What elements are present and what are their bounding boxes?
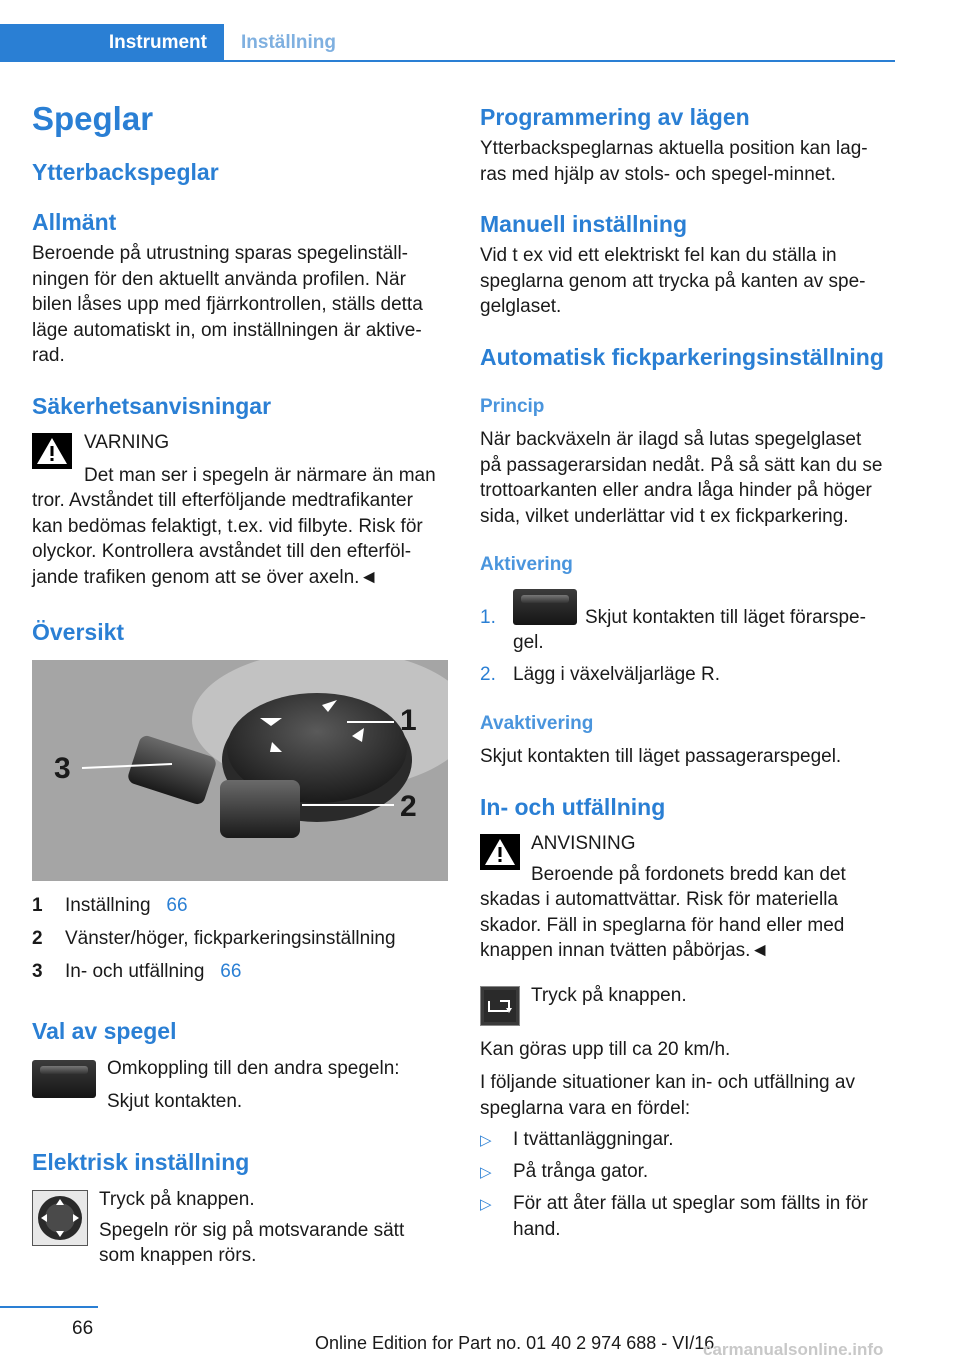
callout-1: 1 — [400, 704, 417, 737]
text-line: sida, vilket underlättar vid t ex fickparkering. — [480, 505, 849, 527]
notice-text-first: Beroende på fordonets bredd kan det — [531, 864, 846, 885]
page-number: 66 — [72, 1318, 94, 1339]
list-item — [480, 1191, 868, 1241]
legend — [32, 893, 396, 992]
text-line: speglarna genom att trycka på kanten av spe- — [480, 270, 866, 292]
bullet-triangle-icon: ▷ — [480, 1132, 492, 1149]
callout-2: 2 — [400, 790, 417, 823]
text-line: gelglaset. — [480, 296, 562, 317]
heading-val-av-spegel: Val av spegel — [32, 1018, 177, 1044]
tab-instrument-label: Instrument — [108, 32, 207, 53]
heading-aktivering: Aktivering — [480, 554, 573, 575]
electric-text-1: Tryck på knappen. — [99, 1189, 255, 1210]
text-line: speglarna vara en fördel: — [480, 1097, 691, 1119]
mirror-joystick-icon — [32, 1190, 88, 1246]
warning-text — [32, 488, 448, 590]
legend-text: Inställning — [65, 895, 151, 916]
legend-item — [32, 926, 396, 959]
step-number: 1. — [480, 607, 496, 628]
text-line: bilen låses upp med fjärrkontrollen, ställs detta — [32, 294, 423, 315]
list-item-text: I tvättanläggningar. — [513, 1129, 674, 1150]
principle-text — [480, 427, 900, 529]
list-item — [480, 1159, 649, 1191]
tab-instrument[interactable] — [0, 24, 224, 62]
press-button-text: Tryck på knappen. — [531, 985, 687, 1006]
legend-item — [32, 893, 188, 926]
text-line: knappen innan tvätten påbörjas.◄ — [480, 940, 770, 961]
fold-button-icon — [480, 986, 520, 1026]
legend-number: 3 — [32, 961, 43, 982]
mirror-switch-icon — [32, 1060, 96, 1098]
text-line: Beroende på utrustning sparas spegelinställ- — [32, 243, 409, 264]
legend-text-wrap — [65, 959, 241, 985]
heading-princip: Princip — [480, 396, 545, 417]
text-line: läge automatiskt in, om inställningen är aktive- — [32, 319, 422, 341]
text-line: När backväxeln är ilagd så lutas spegelglaset — [480, 429, 862, 450]
bullet-triangle-icon: ▷ — [480, 1196, 492, 1213]
heading-avaktivering: Avaktivering — [480, 713, 594, 734]
mirror-switch-icon — [513, 589, 577, 625]
watermark: carmanualsonline.info — [703, 1340, 884, 1359]
text-line: I följande situationer kan in- och utfällning av — [480, 1072, 855, 1093]
edition-text: Online Edition for Part no. 01 40 2 974 688 - VI/16 — [315, 1333, 715, 1353]
general-text — [32, 241, 448, 369]
notice-label: ANVISNING — [531, 833, 636, 854]
mirror-control-illustration — [32, 660, 448, 881]
list-item-text-wrap — [513, 1191, 868, 1242]
text-line: trottoarkanten eller andra låga hinder på höger — [480, 480, 872, 501]
legend-item — [32, 959, 242, 992]
list-item-text-cont: hand. — [513, 1218, 561, 1240]
page-title: Speglar — [32, 100, 154, 137]
legend-text-wrap — [65, 893, 188, 919]
text-line: ras med hjälp av stols- och spegel-minnet. — [480, 163, 836, 185]
heading-elektrisk-installning: Elektrisk inställning — [32, 1149, 250, 1175]
speed-text: Kan göras upp till ca 20 km/h. — [480, 1039, 731, 1060]
situations-text — [480, 1070, 896, 1121]
text-line: Ytterbackspeglarnas aktuella position kan lag- — [480, 138, 868, 159]
header-rule — [0, 60, 895, 62]
warning-text-first: Det man ser i spegeln är närmare än man — [84, 465, 436, 486]
heading-automatisk-fickparkering: Automatisk fickparkeringsinställning — [480, 344, 884, 370]
heading-allmant: Allmänt — [32, 209, 117, 235]
heading-in-och-utfallning: In- och utfällning — [480, 794, 666, 820]
mirror-control-photo — [32, 660, 448, 881]
step-text: Skjut kontakten till läget förarspe- — [585, 607, 866, 628]
mirror-select-text-2: Skjut kontakten. — [107, 1091, 243, 1112]
text-line: skadas i automattvättar. Risk för materiella — [480, 889, 838, 910]
legend-number: 1 — [32, 895, 43, 916]
text-line: jande trafiken genom att se över axeln.◄ — [32, 566, 379, 588]
bullet-list — [480, 1127, 868, 1241]
tab-installning-label: Inställning — [241, 32, 336, 53]
legend-text: Vänster/höger, fickparkeringsinställning — [65, 928, 396, 949]
electric-text-3: som knappen rörs. — [99, 1245, 257, 1266]
text-line: rad. — [32, 345, 65, 366]
manual-text — [480, 243, 896, 320]
list-item-text: På trånga gator. — [513, 1161, 649, 1182]
electric-text-2: Spegeln rör sig på motsvarande sätt — [99, 1220, 405, 1241]
text-line: Vid t ex vid ett elektriskt fel kan du ställa in — [480, 245, 837, 266]
page-ref-link[interactable]: 66 — [166, 895, 188, 916]
text-line: ningen för den aktuellt använda profilen. När — [32, 268, 406, 290]
text-line: olyckor. Kontrollera avståndet till den efterföl- — [32, 541, 412, 562]
section-title-ytterbackspeglar: Ytterbackspeglar — [32, 159, 219, 185]
step-text-cont: gel. — [513, 632, 544, 653]
warning-label: VARNING — [84, 432, 170, 453]
heading-sakerhetsanvisningar: Säkerhetsanvisningar — [32, 393, 272, 419]
notice-text — [480, 887, 896, 964]
list-item-text: För att åter fälla ut speglar som fällts in för — [513, 1193, 868, 1214]
heading-programmering: Programmering av lägen — [480, 104, 750, 130]
warning-triangle-icon — [32, 433, 72, 469]
text-line: kan bedömas felaktigt, t.ex. vid filbyte. Risk för — [32, 515, 423, 537]
warning-triangle-icon — [480, 834, 520, 870]
deactivation-text: Skjut kontakten till läget passagerarspegel. — [480, 746, 842, 767]
text-line: på passagerarsidan nedåt. På så sätt kan du se — [480, 454, 883, 476]
bullet-triangle-icon: ▷ — [480, 1164, 492, 1181]
mirror-select-text-1: Omkoppling till den andra spegeln: — [107, 1058, 400, 1079]
legend-number: 2 — [32, 928, 43, 949]
legend-text: In- och utfällning — [65, 961, 205, 982]
page-ref-link[interactable]: 66 — [220, 961, 242, 982]
step-text: Lägg i växelväljarläge R. — [513, 664, 721, 685]
text-line: tror. Avståndet till efterföljande medtrafikanter — [32, 490, 413, 511]
callout-3: 3 — [54, 752, 71, 785]
programming-text — [480, 136, 896, 187]
footer-rule — [0, 1306, 98, 1308]
list-item — [480, 1127, 674, 1159]
heading-oversikt: Översikt — [32, 619, 125, 645]
step-number: 2. — [480, 664, 496, 685]
heading-manuell-installning: Manuell inställning — [480, 211, 688, 237]
text-line: skador. Fäll in speglarna för hand eller med — [480, 914, 845, 936]
